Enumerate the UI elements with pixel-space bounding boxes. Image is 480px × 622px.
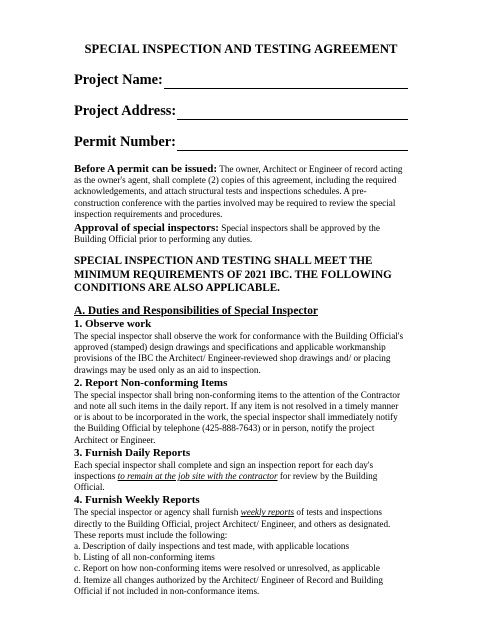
section-a-heading: A. Duties and Responsibilities of Special Inspector xyxy=(74,305,318,318)
before-permit-paragraph xyxy=(74,164,408,220)
item-3-heading: 3. Furnish Daily Reports xyxy=(74,446,191,459)
permit-number-field xyxy=(74,133,408,151)
item-3-text-after: for review by the Building Official. xyxy=(74,471,378,493)
approval-paragraph xyxy=(74,223,408,245)
item-4-heading: 4. Furnish Weekly Reports xyxy=(74,494,200,507)
approval-text: Special inspectors shall be approved by the Building Official prior to performing any duties. xyxy=(74,223,380,245)
list-item: d. Itemize all changes authorized by the Architect/ Engineer of Record and Building Official if not included in non-conformance items. xyxy=(74,574,383,596)
project-name-label: Project Name: xyxy=(74,72,163,88)
item-3-text xyxy=(74,460,408,494)
item-3-text-before: Each special inspector shall complete and sign an inspection report for each day's inspections xyxy=(74,459,374,482)
item-2-text: The special inspector shall bring non-conforming items to the attention of the Contractor and note all such items in the daily report. If any item is not resolved in a timely manner or is about to be incorporated in the work, the special inspector shall immediately notify the Building Official by telephone (425-888-7643) or in person, notify the project Architect or Engineer. xyxy=(74,389,401,445)
item-4-emphasis: weekly reports xyxy=(240,507,295,518)
list-item: a. Description of daily inspections and test made, with applicable locations xyxy=(74,541,350,552)
project-name-field xyxy=(74,71,408,89)
before-permit-text: The owner, Architect or Engineer of record acting as the owner's agent, shall complete (2) copies of this agreement, including the required acknowledgements, and attach structural tests and inspections schedules. A pre-construction conference with the parties involved may be required to review the special inspection requirements and procedures. xyxy=(74,164,403,219)
project-address-blank[interactable] xyxy=(177,105,408,120)
item-4-text xyxy=(74,507,408,541)
permit-number-label: Permit Number: xyxy=(74,134,176,150)
item-2-heading: 2. Report Non-conforming Items xyxy=(74,376,228,389)
project-address-label: Project Address: xyxy=(74,103,177,119)
project-address-field xyxy=(74,102,408,120)
permit-number-blank[interactable] xyxy=(177,136,408,151)
project-name-blank[interactable] xyxy=(164,74,408,89)
before-permit-lead: Before A permit can be issued: xyxy=(74,163,218,175)
item-1-heading: 1. Observe work xyxy=(74,318,152,331)
requirements-heading: SPECIAL INSPECTION AND TESTING SHALL MEET THE MINIMUM REQUIREMENTS OF 2021 IBC. THE FOLLOWING CONDITIONS ARE ALSO APPLICABLE. xyxy=(74,255,392,294)
item-4-text-after: of tests and inspections directly to the Building Official, project Architect/ Engineer, and others as designated. These reports must include the following: xyxy=(74,507,391,540)
page-title: SPECIAL INSPECTION AND TESTING AGREEMENT xyxy=(84,42,398,56)
item-4-text-before: The special inspector or agency shall furnish xyxy=(74,507,241,518)
item-3-emphasis: to remain at the job site with the contractor xyxy=(117,471,278,482)
item-1-text: The special inspector shall observe the work for conformance with the Building Official's approved (stamped) design drawings and specifications and applicable workmanship provisions of the IBC the Architect/ Engineer-reviewed shop drawings and/ or placing drawings may be used only as an aid to inspection. xyxy=(74,331,404,375)
approval-lead: Approval of special inspectors: xyxy=(74,222,219,235)
list-item: b. Listing of all non-conforming items xyxy=(74,552,215,563)
list-item: c. Report on how non-conforming items were resolved or unresolved, as applicable xyxy=(74,563,380,574)
